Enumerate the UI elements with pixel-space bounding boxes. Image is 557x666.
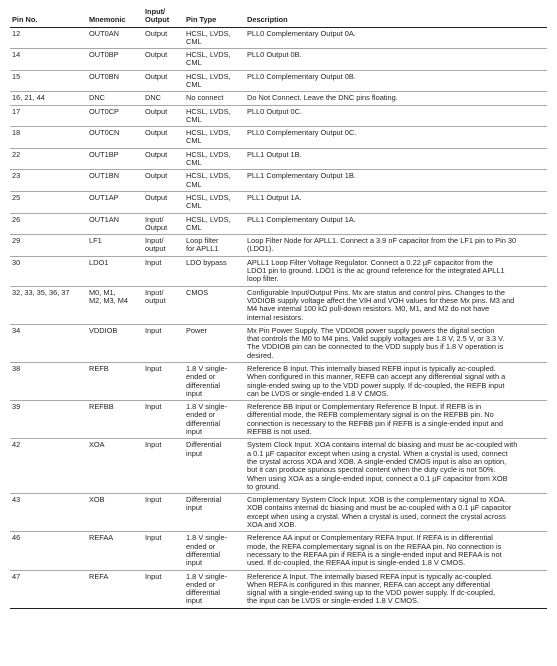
input-output-cell: Input/ Output — [143, 213, 184, 235]
description-cell: Reference AA input or Complementary REFA Input. If REFA is in differential mode, the REFA complementary signal is on the REFAA pin. No connection is necessary to the REFAA pin if REFA is a single-ended input and REFAA is not used. If dc-coupled, the REFAA input is single-ended 1.8 V CMOS. — [245, 532, 547, 570]
description-cell: PLL1 Output 1B. — [245, 148, 547, 170]
table-row — [10, 49, 547, 71]
input-output-cell: Input — [143, 363, 184, 401]
header-description: Description — [245, 5, 547, 27]
description-cell: Do Not Connect. Leave the DNC pins floating. — [245, 92, 547, 105]
table-row — [10, 70, 547, 92]
input-output-cell: Input — [143, 256, 184, 286]
input-output-cell: DNC — [143, 92, 184, 105]
pin-type-cell: HCSL, LVDS, CML — [184, 70, 245, 92]
description-cell: Reference B Input. This internally biased REFB input is typically ac-coupled. When configured in this manner, REFB can accept any differential signal with a single-ended swing up to the VDD power supply. If dc-coupled, the REFB input can be LVDS or single-ended 1.8 V CMOS. — [245, 363, 547, 401]
pin-number-cell: 47 — [10, 570, 87, 608]
pin-number-cell: 32, 33, 35, 36, 37 — [10, 286, 87, 324]
table-row — [10, 127, 547, 149]
pin-number-cell: 29 — [10, 235, 87, 257]
pin-type-cell: Differential input — [184, 494, 245, 532]
mnemonic-cell: REFA — [87, 570, 143, 608]
mnemonic-cell: OUT0BN — [87, 70, 143, 92]
pin-type-cell: 1.8 V single- ended or differential input — [184, 401, 245, 439]
description-cell: PLL0 Complementary Output 0B. — [245, 70, 547, 92]
pin-function-table — [10, 5, 547, 609]
mnemonic-cell: OUT1AP — [87, 191, 143, 213]
pin-number-cell: 22 — [10, 148, 87, 170]
pin-type-cell: HCSL, LVDS, CML — [184, 105, 245, 127]
mnemonic-cell: OUT0CP — [87, 105, 143, 127]
pin-number-cell: 23 — [10, 170, 87, 192]
table-row — [10, 170, 547, 192]
input-output-cell: Output — [143, 49, 184, 71]
mnemonic-cell: REFAA — [87, 532, 143, 570]
input-output-cell: Input — [143, 532, 184, 570]
input-output-cell: Input — [143, 324, 184, 362]
pin-number-cell: 14 — [10, 49, 87, 71]
input-output-cell: Input — [143, 439, 184, 494]
description-cell: Mx Pin Power Supply. The VDDIOB power supply powers the digital section that controls the M0 to M4 pins. Valid supply voltages are 1.8 V, 2.5 V, or 3.3 V. The VDDIOB pin can be connected to the VDD supply bus if 1.8 V operation is desired. — [245, 324, 547, 362]
pin-type-cell: HCSL, LVDS, CML — [184, 127, 245, 149]
input-output-cell: Input/ output — [143, 286, 184, 324]
pin-type-cell: HCSL, LVDS, CML — [184, 191, 245, 213]
description-cell: Complementary System Clock Input. XOB is the complementary signal to XOA. XOB contains internal dc biasing and must be ac-coupled with a 0.1 µF capacitor except when using a crystal. When a crystal is used, connect the crystal across XOA and XOB. — [245, 494, 547, 532]
table-row — [10, 256, 547, 286]
description-cell: PLL1 Output 1A. — [245, 191, 547, 213]
mnemonic-cell: XOA — [87, 439, 143, 494]
pin-number-cell: 15 — [10, 70, 87, 92]
pin-number-cell: 25 — [10, 191, 87, 213]
input-output-cell: Output — [143, 27, 184, 49]
pin-type-cell: HCSL, LVDS, CML — [184, 49, 245, 71]
pin-number-cell: 42 — [10, 439, 87, 494]
pin-type-cell: 1.8 V single- ended or differential input — [184, 363, 245, 401]
input-output-cell: Output — [143, 170, 184, 192]
pin-type-cell: No connect — [184, 92, 245, 105]
table-row — [10, 191, 547, 213]
input-output-cell: Output — [143, 70, 184, 92]
table-row — [10, 570, 547, 608]
mnemonic-cell: OUT1BP — [87, 148, 143, 170]
mnemonic-cell: OUT0CN — [87, 127, 143, 149]
pin-type-cell: CMOS — [184, 286, 245, 324]
pin-type-cell: HCSL, LVDS, CML — [184, 27, 245, 49]
mnemonic-cell: M0, M1, M2, M3, M4 — [87, 286, 143, 324]
header-input-output: Input/ Output — [143, 5, 184, 27]
pin-number-cell: 30 — [10, 256, 87, 286]
table-row — [10, 494, 547, 532]
pin-number-cell: 17 — [10, 105, 87, 127]
mnemonic-cell: LF1 — [87, 235, 143, 257]
pin-number-cell: 16, 21, 44 — [10, 92, 87, 105]
mnemonic-cell: XOB — [87, 494, 143, 532]
pin-type-cell: HCSL, LVDS, CML — [184, 213, 245, 235]
pin-type-cell: LDO bypass — [184, 256, 245, 286]
pin-number-cell: 26 — [10, 213, 87, 235]
header-pin-type: Pin Type — [184, 5, 245, 27]
pin-type-cell: Loop filter for APLL1 — [184, 235, 245, 257]
mnemonic-cell: OUT0AN — [87, 27, 143, 49]
mnemonic-cell: REFBB — [87, 401, 143, 439]
mnemonic-cell: OUT1BN — [87, 170, 143, 192]
header-mnemonic: Mnemonic — [87, 5, 143, 27]
description-cell: PLL0 Complementary Output 0C. — [245, 127, 547, 149]
table-header-row — [10, 5, 547, 27]
mnemonic-cell: VDDIOB — [87, 324, 143, 362]
pin-number-cell: 39 — [10, 401, 87, 439]
table-body — [10, 27, 547, 608]
mnemonic-cell: LDO1 — [87, 256, 143, 286]
description-cell: PLL0 Output 0C. — [245, 105, 547, 127]
input-output-cell: Output — [143, 127, 184, 149]
table-row — [10, 27, 547, 49]
table-row — [10, 92, 547, 105]
table-row — [10, 532, 547, 570]
pin-type-cell: 1.8 V single- ended or differential input — [184, 570, 245, 608]
description-cell: PLL1 Complementary Output 1A. — [245, 213, 547, 235]
pin-number-cell: 38 — [10, 363, 87, 401]
input-output-cell: Input/ output — [143, 235, 184, 257]
table-row — [10, 105, 547, 127]
pin-type-cell: HCSL, LVDS, CML — [184, 170, 245, 192]
mnemonic-cell: OUT0BP — [87, 49, 143, 71]
table-row — [10, 363, 547, 401]
pin-type-cell: Power — [184, 324, 245, 362]
pin-number-cell: 46 — [10, 532, 87, 570]
pin-type-cell: 1.8 V single- ended or differential input — [184, 532, 245, 570]
description-cell: Configurable Input/Output Pins. Mx are status and control pins. Changes to the VDDIOB supply voltage affect the VIH and VOH values for these Mx pins. M3 and M4 have internal 100 kΩ pull-down resistors. M0, M1, and M2 do not have internal resistors. — [245, 286, 547, 324]
description-cell: System Clock Input. XOA contains internal dc biasing and must be ac-coupled with a 0.1 µF capacitor except when using a crystal. When a crystal is used, connect the crystal across XOA and XOB. A single-ended CMOS input is also an option, but it can produce spurious spectral content when the duty cycle is not 50%. When using XOA as a single-ended input, connect a 0.1 µF capacitor from XOB to ground. — [245, 439, 547, 494]
input-output-cell: Output — [143, 105, 184, 127]
table-row — [10, 148, 547, 170]
description-cell: Reference A Input. The internally biased REFA input is typically ac-coupled. When REFA is configured in this manner, REFA can accept any differential signal with a single-ended swing up to the VDD power supply. If dc-coupled, the input can be LVDS or single-ended 1.8 V CMOS. — [245, 570, 547, 608]
description-cell: PLL1 Complementary Output 1B. — [245, 170, 547, 192]
table-row — [10, 439, 547, 494]
pin-number-cell: 12 — [10, 27, 87, 49]
mnemonic-cell: REFB — [87, 363, 143, 401]
input-output-cell: Output — [143, 191, 184, 213]
table-row — [10, 213, 547, 235]
header-pin-no: Pin No. — [10, 5, 87, 27]
table-row — [10, 401, 547, 439]
description-cell: Reference BB Input or Complementary Reference B Input. If REFB is in differential mode, the REFB complementary signal is on the REFBB pin. No connection is necessary to the REFBB pin if REFB is a single-ended input and REFBB is not used. — [245, 401, 547, 439]
table-row — [10, 324, 547, 362]
description-cell: APLL1 Loop Filter Voltage Regulator. Connect a 0.22 µF capacitor from the LDO1 pin to ground. LDO1 is the ac ground reference for the integrated APLL1 loop filter. — [245, 256, 547, 286]
pin-number-cell: 34 — [10, 324, 87, 362]
description-cell: PLL0 Output 0B. — [245, 49, 547, 71]
input-output-cell: Input — [143, 494, 184, 532]
input-output-cell: Input — [143, 401, 184, 439]
input-output-cell: Output — [143, 148, 184, 170]
input-output-cell: Input — [143, 570, 184, 608]
description-cell: PLL0 Complementary Output 0A. — [245, 27, 547, 49]
mnemonic-cell: OUT1AN — [87, 213, 143, 235]
pin-type-cell: HCSL, LVDS, CML — [184, 148, 245, 170]
pin-number-cell: 43 — [10, 494, 87, 532]
table-row — [10, 286, 547, 324]
description-cell: Loop Filter Node for APLL1. Connect a 3.9 nF capacitor from the LF1 pin to Pin 30 (LDO1). — [245, 235, 547, 257]
mnemonic-cell: DNC — [87, 92, 143, 105]
pin-number-cell: 18 — [10, 127, 87, 149]
table-row — [10, 235, 547, 257]
pin-type-cell: Differential input — [184, 439, 245, 494]
